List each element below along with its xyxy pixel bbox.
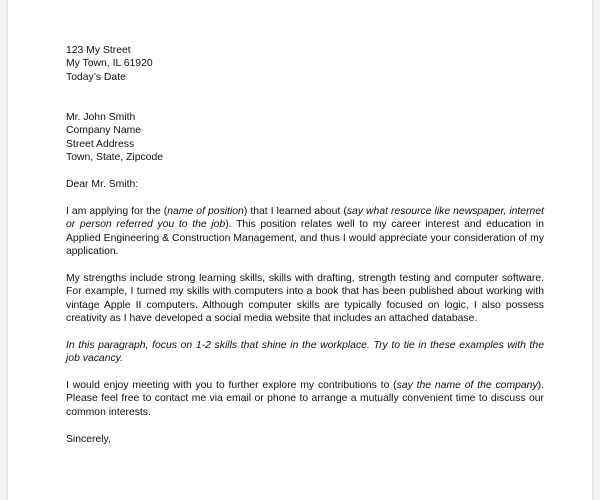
paragraph-line: In this paragraph, focus on 1-2 skills that shine in the workplace. Try to tie in these examples with the — [66, 339, 544, 351]
paragraph-line: job vacancy. — [66, 353, 123, 365]
closing: Sincerely, — [66, 433, 111, 445]
sender-street: 123 My Street — [66, 45, 131, 56]
paragraph-closing — [66, 379, 544, 419]
paragraph-line: creativity as I have developed a social media website that includes an attached database. — [66, 313, 478, 325]
paragraph-line: I am applying for the (name of position) that I learned about (say what resource like newspaper, internet — [66, 205, 544, 217]
paragraph-line: My strengths include strong learning skills, skills with drafting, strength testing and computer software. — [66, 272, 544, 284]
paragraph-intro — [66, 205, 544, 259]
salutation: Dear Mr. Smith: — [66, 179, 139, 191]
recipient-city: Town, State, Zipcode — [66, 152, 164, 164]
paragraph-instruction — [66, 339, 544, 366]
recipient-address — [66, 111, 544, 165]
paragraph-line: or person referred you to the job). This position relates well to my career interest and education in — [66, 219, 544, 231]
paragraph-line: I would enjoy meeting with you to further explore my contributions to (say the name of the company). — [66, 380, 544, 392]
recipient-company: Company Name — [66, 125, 142, 137]
sender-address — [66, 44, 544, 84]
paragraph-line: For example, I turned my skills with computers into a book that has been published about working with — [66, 286, 544, 298]
recipient-street: Street Address — [66, 138, 135, 150]
sender-city: My Town, IL 61920 — [66, 58, 153, 70]
paragraph-line: Please feel free to contact me via email or phone to arrange a mutually convenient time to discuss our — [66, 393, 544, 405]
letter-body — [66, 44, 544, 446]
paragraph-strengths — [66, 272, 544, 326]
paragraph-line: Applied Engineering & Construction Management, and thus I would appreciate your consideration of my — [66, 232, 544, 244]
paragraph-line: common interests. — [66, 406, 151, 418]
paragraph-line: vintage Apple II computers. Although computer skills are typically focused on logic, I also possess — [66, 299, 544, 311]
recipient-name: Mr. John Smith — [66, 112, 136, 123]
paragraph-line: application. — [66, 246, 119, 258]
letter-date: Today’s Date — [66, 71, 126, 83]
letter-page — [8, 0, 592, 500]
